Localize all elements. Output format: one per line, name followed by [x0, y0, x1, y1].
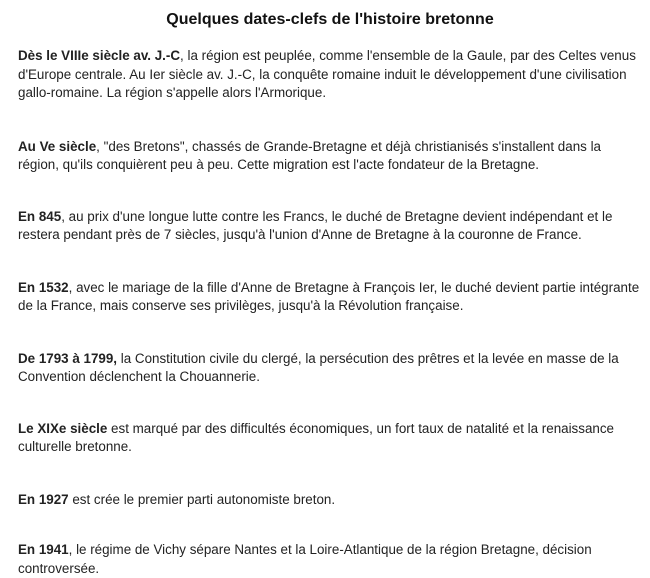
entry-date: En 1927 [18, 491, 69, 507]
entry-text: est crée le premier parti autonomiste breton. [68, 491, 336, 507]
entry-date: De 1793 à 1799, [18, 350, 118, 366]
timeline-entry-8 [18, 541, 642, 578]
timeline-entry-5 [18, 350, 642, 387]
entry-date: Au Ve siècle [18, 138, 97, 154]
timeline-entry-1 [18, 47, 642, 103]
entry-text: , avec le mariage de la fille d'Anne de Bretagne à François Ier, le duché devient partie intégrante de la France, mais conserve ses privilèges, jusqu'à la Révolution française. [18, 279, 640, 313]
timeline-entry-4 [18, 279, 642, 316]
page-title: Quelques dates-clefs de l'histoire bretonne [166, 11, 494, 28]
entry-text: , le régime de Vichy sépare Nantes et la Loire-Atlantique de la région Bretagne, décision controversée. [18, 542, 592, 576]
entry-text: la Constitution civile du clergé, la persécution des prêtres et la levée en masse de la Convention déclenchent la Chouannerie. [18, 350, 619, 384]
entry-date: Dès le VIIIe siècle av. J.-C [18, 48, 181, 63]
entry-text: , "des Bretons", chassés de Grande-Bretagne et déjà christianisés s'installent dans la région, qu'ils conquièrent peu à peu. Cette migration est l'acte fondateur de la Bretagne. [18, 138, 601, 172]
entry-date: En 1532 [18, 279, 69, 295]
timeline-entry-6 [18, 420, 642, 457]
timeline-entry-2 [18, 138, 642, 175]
timeline-entries [18, 47, 642, 578]
timeline-entry-7 [18, 491, 642, 510]
entry-text: , au prix d'une longue lutte contre les Francs, le duché de Bretagne devient indépendant et le restera pendant près de 7 siècles, jusqu'à l'union d'Anne de Bretagne à la couronne de France. [18, 208, 613, 242]
entry-date: En 1941 [18, 542, 69, 557]
entry-date: Le XIXe siècle [18, 420, 108, 436]
entry-date: En 845 [18, 208, 62, 224]
entry-text: est marqué par des difficultés économiques, un fort taux de natalité et la renaissance culturelle bretonne. [18, 420, 614, 454]
entry-text: , la région est peuplée, comme l'ensemble de la Gaule, par des Celtes venus d'Europe centrale. Au Ier siècle av. J.-C, la conquête romaine induit le développement d'une civilisation gallo-romaine. La région s'appelle alors l'Armorique. [18, 48, 636, 100]
timeline-entry-3 [18, 208, 642, 245]
